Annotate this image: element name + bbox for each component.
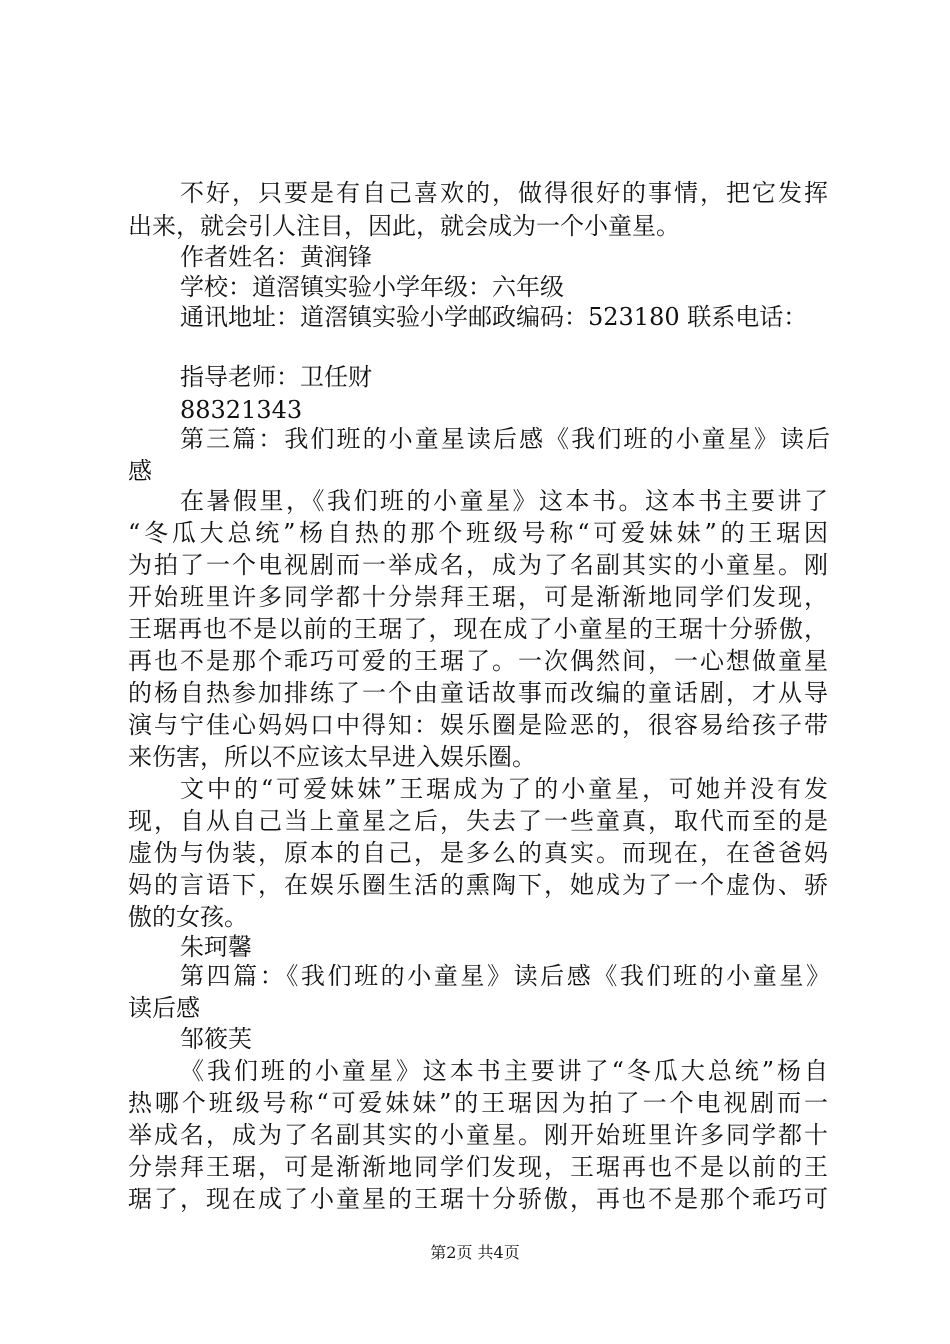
- text-line: 虚伪与伪装，原本的自己，是多么的真实。而现在，在爸爸妈: [128, 839, 828, 867]
- text-line: 分崇拜王琚，可是渐渐地同学们发现，王琚再也不是以前的王: [128, 1153, 828, 1181]
- text-line: 举成名，成为了名副其实的小童星。刚开始班里许多同学都十: [128, 1121, 828, 1149]
- phone-number: 88321343: [180, 396, 303, 424]
- text-line: 妈的言语下，在娱乐圈生活的熏陶下，她成为了一个虚伪、骄: [128, 871, 828, 899]
- page-footer: 第2页 共4页: [430, 1243, 520, 1262]
- text-line: 演与宁佳心妈妈口中得知：娱乐圈是险恶的，很容易给孩子带: [128, 711, 828, 739]
- text-line: 傲的女孩。: [128, 903, 248, 931]
- text-line: “冬瓜大总统”杨自热的那个班级号称“可爱妹妹”的王琚因: [128, 519, 828, 547]
- teacher-name: 指导老师：卫任财: [180, 363, 372, 391]
- text-line: 为拍了一个电视剧而一举成名，成为了名副其实的小童星。刚: [128, 551, 828, 579]
- author-name: 朱珂馨: [180, 933, 252, 961]
- section-heading: 第四篇：《我们班的小童星》读后感《我们班的小童星》: [180, 962, 830, 990]
- address-line: 通讯地址：道滘镇实验小学邮政编码：523180 联系电话：: [180, 303, 808, 331]
- text-line: 在暑假里，《我们班的小童星》这本书。这本书主要讲了: [180, 487, 828, 515]
- text-line: 不好，只要是有自己喜欢的，做得很好的事情，把它发挥: [180, 179, 828, 207]
- text-line: 再也不是那个乖巧可爱的王琚了。一次偶然间，一心想做童星: [128, 647, 828, 675]
- author-name: 作者姓名：黄润锋: [180, 243, 372, 271]
- school-grade: 学校：道滘镇实验小学年级：六年级: [180, 273, 564, 301]
- text-line: 的杨自热参加排练了一个由童话故事而改编的童话剧，才从导: [128, 679, 828, 707]
- text-line: 琚了，现在成了小童星的王琚十分骄傲，再也不是那个乖巧可: [128, 1185, 828, 1213]
- author-name: 邹筱芙: [180, 1025, 252, 1053]
- section-heading: 读后感: [128, 994, 200, 1022]
- text-line: 现，自从自己当上童星之后，失去了一些童真，取代而至的是: [128, 807, 828, 835]
- text-line: 王琚再也不是以前的王琚了，现在成了小童星的王琚十分骄傲，: [128, 615, 828, 643]
- text-line: 来伤害，所以不应该太早进入娱乐圈。: [128, 743, 536, 771]
- text-line: 热哪个班级号称“可爱妹妹”的王琚因为拍了一个电视剧而一: [128, 1089, 828, 1117]
- text-line: 文中的“可爱妹妹”王琚成为了的小童星，可她并没有发: [180, 775, 828, 803]
- section-heading: 感: [128, 457, 152, 485]
- text-line: 出来，就会引人注目，因此，就会成为一个小童星。: [128, 212, 680, 240]
- section-heading: 第三篇：我们班的小童星读后感《我们班的小童星》读后: [180, 425, 830, 453]
- text-line: 《我们班的小童星》这本书主要讲了“冬瓜大总统”杨自: [180, 1057, 828, 1085]
- text-line: 开始班里许多同学都十分崇拜王琚，可是渐渐地同学们发现，: [128, 583, 828, 611]
